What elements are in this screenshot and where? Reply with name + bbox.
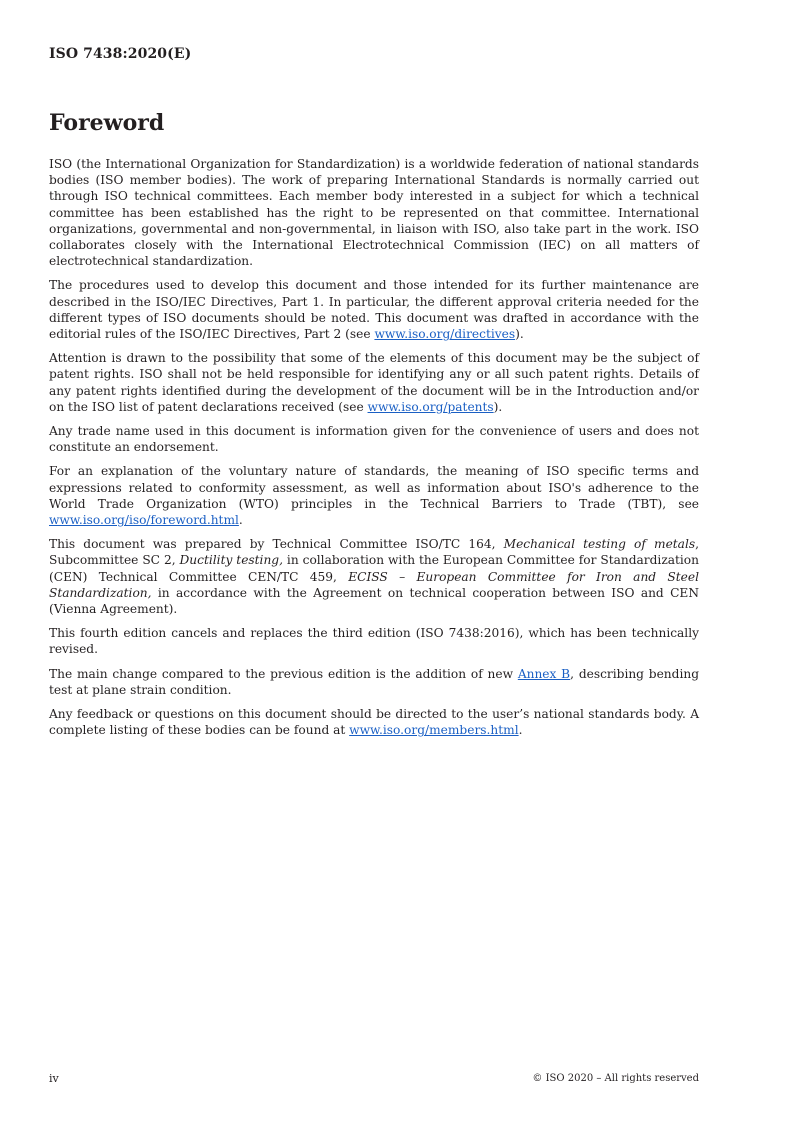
paragraph-main-change: [49, 666, 699, 698]
annex-b-link[interactable]: Annex B: [517, 666, 571, 681]
committee-title: Mechanical testing of metals: [503, 537, 696, 552]
paragraph-text: The procedures used to develop this document and those intended for its further maintenance are described in the ISO/IEC Directives, Part 1. In particular, the different approval criteria needed for the different types of ISO documents should be noted. This document was drafted in accordance with the editorial rules of the ISO/IEC Directives, Part 2 (see: [49, 278, 699, 342]
paragraph-text: ).: [515, 327, 524, 342]
paragraph-text: in accordance with the Agreement on technical cooperation between ISO and CEN (Vienna Agreement).: [49, 585, 699, 617]
paragraph-text: This document was prepared by Technical Committee ISO/TC 164,: [49, 537, 504, 552]
paragraph-text: Any feedback or questions on this document should be directed to the user’s national standards body. A complete listing of these bodies can be found at: [49, 707, 699, 738]
page-number: iv: [49, 1072, 59, 1085]
paragraph-text: The main change compared to the previous edition is the addition of new: [49, 666, 518, 681]
members-link[interactable]: www.iso.org/members.html: [349, 723, 519, 738]
paragraph-committee: [49, 536, 699, 617]
foreword-link[interactable]: www.iso.org/iso/foreword.html: [49, 513, 239, 528]
copyright-notice: © ISO 2020 – All rights reserved: [532, 1073, 699, 1084]
paragraph-text: in collaboration with the European Committee for Standardization (CEN) Technical Committee CEN/TC 459,: [49, 553, 699, 584]
paragraph-voluntary-nature: [49, 463, 699, 528]
paragraph-edition: This fourth edition cancels and replaces the third edition (ISO 7438:2016), which has been technically revised.: [49, 626, 699, 657]
paragraph-text: Attention is drawn to the possibility that some of the elements of this document may be the subject of patent rights. ISO shall not be held responsible for identifying any or all such patent rights. Details of any patent rights identified during the development of the document will be in the Introduction and/or on the ISO list of patent declarations received (see: [49, 351, 699, 414]
paragraph-text: .: [238, 513, 243, 528]
paragraph-text: .: [518, 723, 523, 738]
document-code: ISO 7438:2020(E): [49, 46, 192, 62]
paragraph-trade-name: Any trade name used in this document is information given for the convenience of users and does not constitute an endorsement.: [49, 424, 699, 455]
page-title: Foreword: [49, 110, 165, 136]
paragraph-text: For an explanation of the voluntary nature of standards, the meaning of ISO specific terms and expressions related to conformity assessment, as well as information about ISO's adherence to the World Trade Organization (WTO) principles in the Technical Barriers to Trade (TBT), see: [49, 464, 699, 511]
foreword-body: [49, 156, 699, 747]
paragraph-procedures: [49, 277, 699, 342]
directives-link[interactable]: www.iso.org/directives: [374, 327, 516, 342]
cen-committee-title: ECISS – European Committee for Iron and Steel Standardization,: [49, 569, 699, 600]
paragraph-feedback: [49, 706, 699, 738]
paragraph-text: ).: [493, 399, 503, 414]
paragraph-patents: [49, 350, 699, 415]
paragraph-iso-intro: ISO (the International Organization for Standardization) is a worldwide federation of national standards bodies (ISO member bodies). The work of preparing International Standards is normally carried out through ISO technical committees. Each member body interested in a subject for which a technical committee has been established has the right to be represented on that committee. International organizations, governmental and non-governmental, in liaison with ISO, also take part in the work. ISO collaborates closely with the International Electrotechnical Commission (IEC) on all matters of electrotechnical standardization.: [49, 157, 699, 269]
paragraph-text: , describing bending test at plane strain condition.: [49, 666, 699, 697]
patents-link[interactable]: www.iso.org/patents: [367, 399, 494, 414]
subcommittee-title: Ductility testing,: [179, 553, 283, 568]
paragraph-text: , Subcommittee SC 2,: [49, 537, 699, 568]
